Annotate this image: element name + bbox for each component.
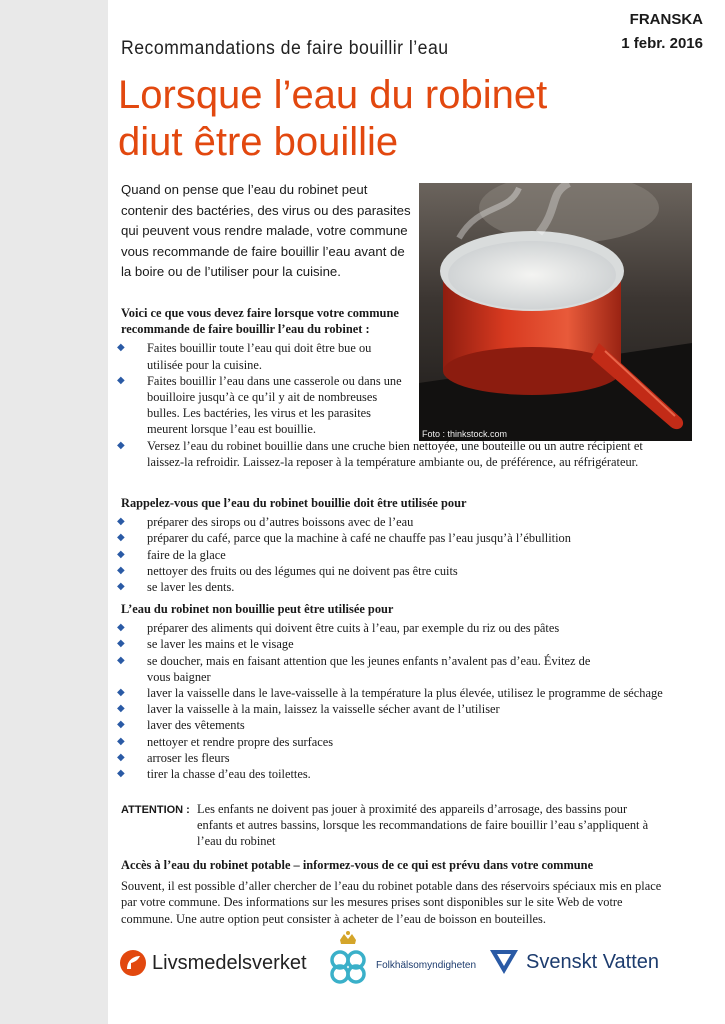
list-item: ◆ Faites bouillir l’eau dans une casserole ou dans une bouilloire jusqu’à ce qu’il y ait de nombreuses bulles. Les bactéries, les virus et les parasites meurent lorsque l’eau est bouillie. bbox=[117, 373, 402, 437]
list-item: ◆ se doucher, mais en faisant attention que les jeunes enfants n’avalent pas d’eau. Évitez de vous baigner bbox=[117, 653, 591, 684]
section-heading: Voici ce que vous devez faire lorsque votre commune recommande de faire bouillir l’eau du robinet : bbox=[121, 306, 399, 337]
unboiled-uses-list bbox=[117, 620, 666, 782]
list-item: ◆ faire de la glace bbox=[117, 547, 226, 562]
water-drop-emblem-icon bbox=[488, 948, 520, 976]
crown-knot-emblem-icon bbox=[324, 930, 372, 988]
list-item: ◆ préparer du café, parce que la machine à café ne chauffe pas l’eau jusqu’à l’ébullition bbox=[117, 531, 571, 546]
section-heading: Rappelez-vous que l’eau du robinet bouillie doit être utilisée pour bbox=[121, 496, 467, 510]
list-item: ◆ tirer la chasse d’eau des toilettes. bbox=[117, 767, 311, 782]
list-item: ◆ laver la vaisselle à la main, laissez la vaisselle sécher avant de l’utiliser bbox=[117, 702, 500, 717]
list-item: ◆ arroser les fleurs bbox=[117, 750, 230, 765]
bullet-icon: ◆ bbox=[117, 735, 125, 747]
title-line-1: Lorsque l’eau du robinet bbox=[118, 73, 548, 117]
section-heading: Accès à l’eau du robinet potable – informez-vous de ce qui est prévu dans votre commune bbox=[121, 858, 594, 872]
svensktvatten-logo bbox=[488, 948, 659, 976]
bullet-icon: ◆ bbox=[117, 374, 125, 386]
bullet-icon: ◆ bbox=[117, 564, 125, 576]
document-meta bbox=[621, 8, 703, 56]
date-label: 1 febr. 2016 bbox=[621, 35, 703, 52]
bullet-icon: ◆ bbox=[117, 439, 125, 451]
bullet-icon: ◆ bbox=[117, 581, 125, 593]
bullet-icon: ◆ bbox=[117, 532, 125, 544]
attention-note bbox=[121, 801, 666, 850]
bullet-icon: ◆ bbox=[117, 719, 125, 731]
logo-bar bbox=[118, 930, 678, 990]
list-item: ◆ Versez l’eau du robinet bouillie dans une cruche bien nettoyée, une bouteille ou un autre récipient et laissez-la refroidir. Laissez-la reposer à la température ambiante ou, de préférence, au réfrigérateur. bbox=[117, 438, 643, 469]
attention-text: Les enfants ne doivent pas jouer à proximité des appareils d’arrosage, des bassins pour enfants et autres bassins, lorsque les recommandations de faire bouillir l’eau s’appliquent à l’eau du robinet bbox=[197, 802, 649, 849]
list-item: ◆ préparer des aliments qui doivent être cuits à l’eau, par exemple du riz ou des pâtes bbox=[117, 621, 560, 636]
list-item: ◆ laver la vaisselle dans le lave-vaisselle à la température la plus élevée, utilisez le programme de séchage bbox=[117, 686, 663, 701]
language-label: FRANSKA bbox=[629, 11, 703, 28]
bullet-icon: ◆ bbox=[117, 622, 125, 634]
livsmedelsverket-logo bbox=[118, 948, 307, 978]
list-item: ◆ préparer des sirops ou d’autres boissons avec de l’eau bbox=[117, 515, 414, 530]
section-boil-instructions bbox=[117, 305, 666, 470]
series-title: Recommandations de faire bouillir l’eau bbox=[121, 38, 449, 59]
list-item: ◆ nettoyer des fruits ou des légumes qui ne doivent pas être cuits bbox=[117, 563, 458, 578]
boiled-uses-list bbox=[117, 514, 666, 595]
livsmedelsverket-name: Livsmedelsverket bbox=[152, 951, 307, 974]
bullet-icon: ◆ bbox=[117, 687, 125, 699]
title-line-2: diut être bouillie bbox=[118, 120, 399, 164]
svensktvatten-name: Svenskt Vatten bbox=[526, 950, 660, 973]
instruction-list bbox=[117, 340, 666, 470]
section-unboiled-uses bbox=[117, 601, 666, 782]
livsmedelsverket-emblem-icon bbox=[118, 948, 148, 978]
list-item: ◆ laver des vêtements bbox=[117, 718, 245, 733]
photo-credit: Foto : thinkstock.com bbox=[422, 429, 508, 439]
section-boiled-uses bbox=[117, 495, 666, 595]
list-item: ◆ se laver les dents. bbox=[117, 580, 235, 595]
section-potable-access bbox=[121, 857, 666, 927]
bullet-icon: ◆ bbox=[117, 516, 125, 528]
bullet-icon: ◆ bbox=[117, 548, 125, 560]
list-item: ◆ Faites bouillir toute l’eau qui doit être bue ou utilisée pour la cuisine. bbox=[117, 341, 372, 372]
bullet-icon: ◆ bbox=[117, 342, 125, 354]
folkhalsomyndigheten-logo bbox=[324, 930, 476, 988]
potable-access-text: Souvent, il est possible d’aller chercher de l’eau du robinet potable dans des réservoirs spéciaux mis en place par votre commune. Des informations sur les mesures prises sont disponibles sur le site Web de votre commune. Une autre option peut consister à acheter de l’eau de boisson en bouteilles. bbox=[121, 879, 662, 926]
section-heading: L’eau du robinet non bouillie peut être utilisée pour bbox=[121, 602, 394, 616]
list-item: ◆ se laver les mains et le visage bbox=[117, 637, 294, 652]
bullet-icon: ◆ bbox=[117, 654, 125, 666]
folkhalsomyndigheten-name: Folkhälsomyndigheten bbox=[376, 959, 477, 971]
bullet-icon: ◆ bbox=[117, 768, 125, 780]
bullet-icon: ◆ bbox=[117, 751, 125, 763]
intro-paragraph: Quand on pense que l’eau du robinet peut contenir des bactéries, des virus ou des parasites qui peuvent vous rendre malade, votre commune vous recommande de faire bouillir l’eau avant de la boire ou de l’utiliser pour la cuisine. bbox=[121, 182, 411, 280]
page-title bbox=[118, 72, 638, 166]
bullet-icon: ◆ bbox=[117, 703, 125, 715]
attention-label: ATTENTION : bbox=[121, 804, 190, 816]
bullet-icon: ◆ bbox=[117, 638, 125, 650]
list-item: ◆ nettoyer et rendre propre des surfaces bbox=[117, 734, 334, 749]
